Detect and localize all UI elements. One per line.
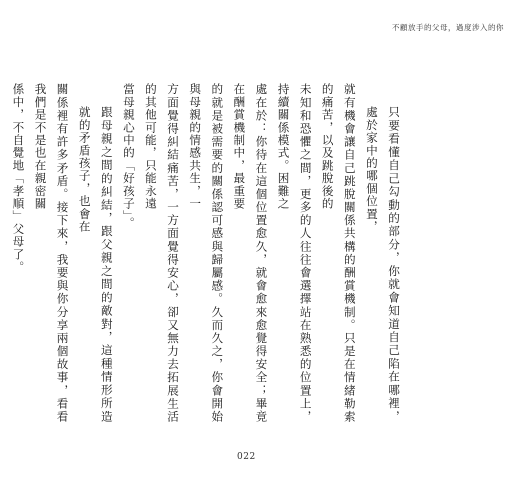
text-line: 的就是被需要的關係認可感與歸屬感。久而久之，你會開始與母親的情感共生，一: [188, 83, 225, 423]
running-header: 不顧放手的父母，過度涉入的你: [392, 23, 504, 32]
text-line: 未知和恐懼之間，更多的人往往會選擇站在熟悉的位置上，持續關係模式。困難之: [276, 83, 313, 423]
text-line: 跟母親之間的糾結，跟父親之間的敵對，這種情形所造就的矛盾孩子，也會在: [77, 106, 114, 423]
page-number: 022: [237, 452, 256, 462]
text-line: 只要看懂自己勾動的部分，你就會知道自己陷在哪裡，處於家中的哪個位置，: [364, 106, 401, 423]
text-line: 就有機會讓自己跳脫關係共構的酬賞機制。只是在情緒勒索的痛苦，以及跳脫後的: [320, 83, 357, 423]
body-text: [0, 83, 405, 423]
text-line: 關係裡有許多矛盾。接下來，我要與你分享兩個故事，看看我們是不是也在親密關: [33, 83, 70, 423]
paragraph: [7, 83, 117, 423]
text-line: 方面覺得糾結痛苦，一方面覺得安心，卻又無力去拓展生活的其他可能，只能永遠: [143, 83, 181, 423]
text-line: 當母親心中的「好孩子」。: [121, 83, 136, 230]
text-line: 係中，不自覺地「孝順」父母了。: [11, 83, 26, 274]
text-line: 處在於：你待在這個位置愈久，就會愈來愈覺得安全；畢竟在酬賞機制中，最重要: [232, 83, 269, 423]
paragraph: [118, 83, 405, 423]
